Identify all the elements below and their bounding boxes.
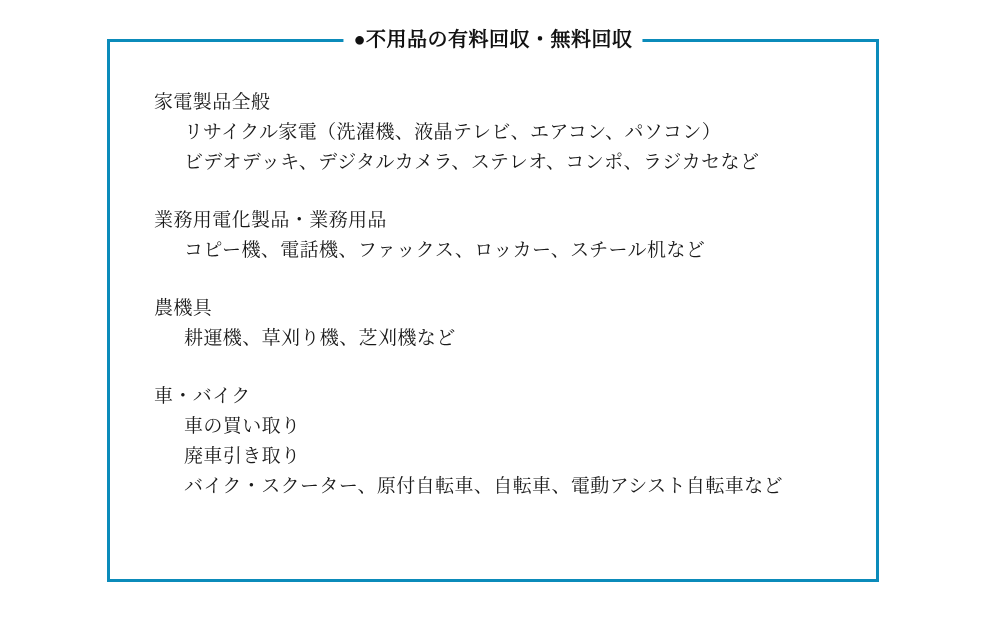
category-group [154,294,856,354]
category-group [154,88,856,178]
category-group [154,206,856,266]
category-heading: 農機具 [154,298,213,319]
category-items [154,412,856,502]
category-item: バイク・スクーター、原付自転車、自転車、電動アシスト自転車など [184,476,783,497]
category-items [154,118,856,178]
category-items [154,236,856,266]
category-item: 車の買い取り [184,416,301,437]
category-item: 廃車引き取り [184,446,301,467]
category-items [154,324,856,354]
recycle-info-panel [107,29,879,582]
category-heading: 家電製品全般 [154,92,271,113]
category-item: ビデオデッキ、デジタルカメラ、ステレオ、コンポ、ラジカセなど [184,152,760,173]
category-group [154,382,856,502]
category-heading: 業務用電化製品・業務用品 [154,210,387,231]
panel-content [154,88,856,502]
category-item: リサイクル家電（洗濯機、液晶テレビ、エアコン、パソコン） [184,122,722,143]
panel-title: ●不用品の有料回収・無料回収 [343,26,642,54]
category-item: コピー機、電話機、ファックス、ロッカー、スチール机など [184,240,706,261]
category-heading: 車・バイク [154,386,251,407]
category-item: 耕運機、草刈り機、芝刈機など [184,328,456,349]
